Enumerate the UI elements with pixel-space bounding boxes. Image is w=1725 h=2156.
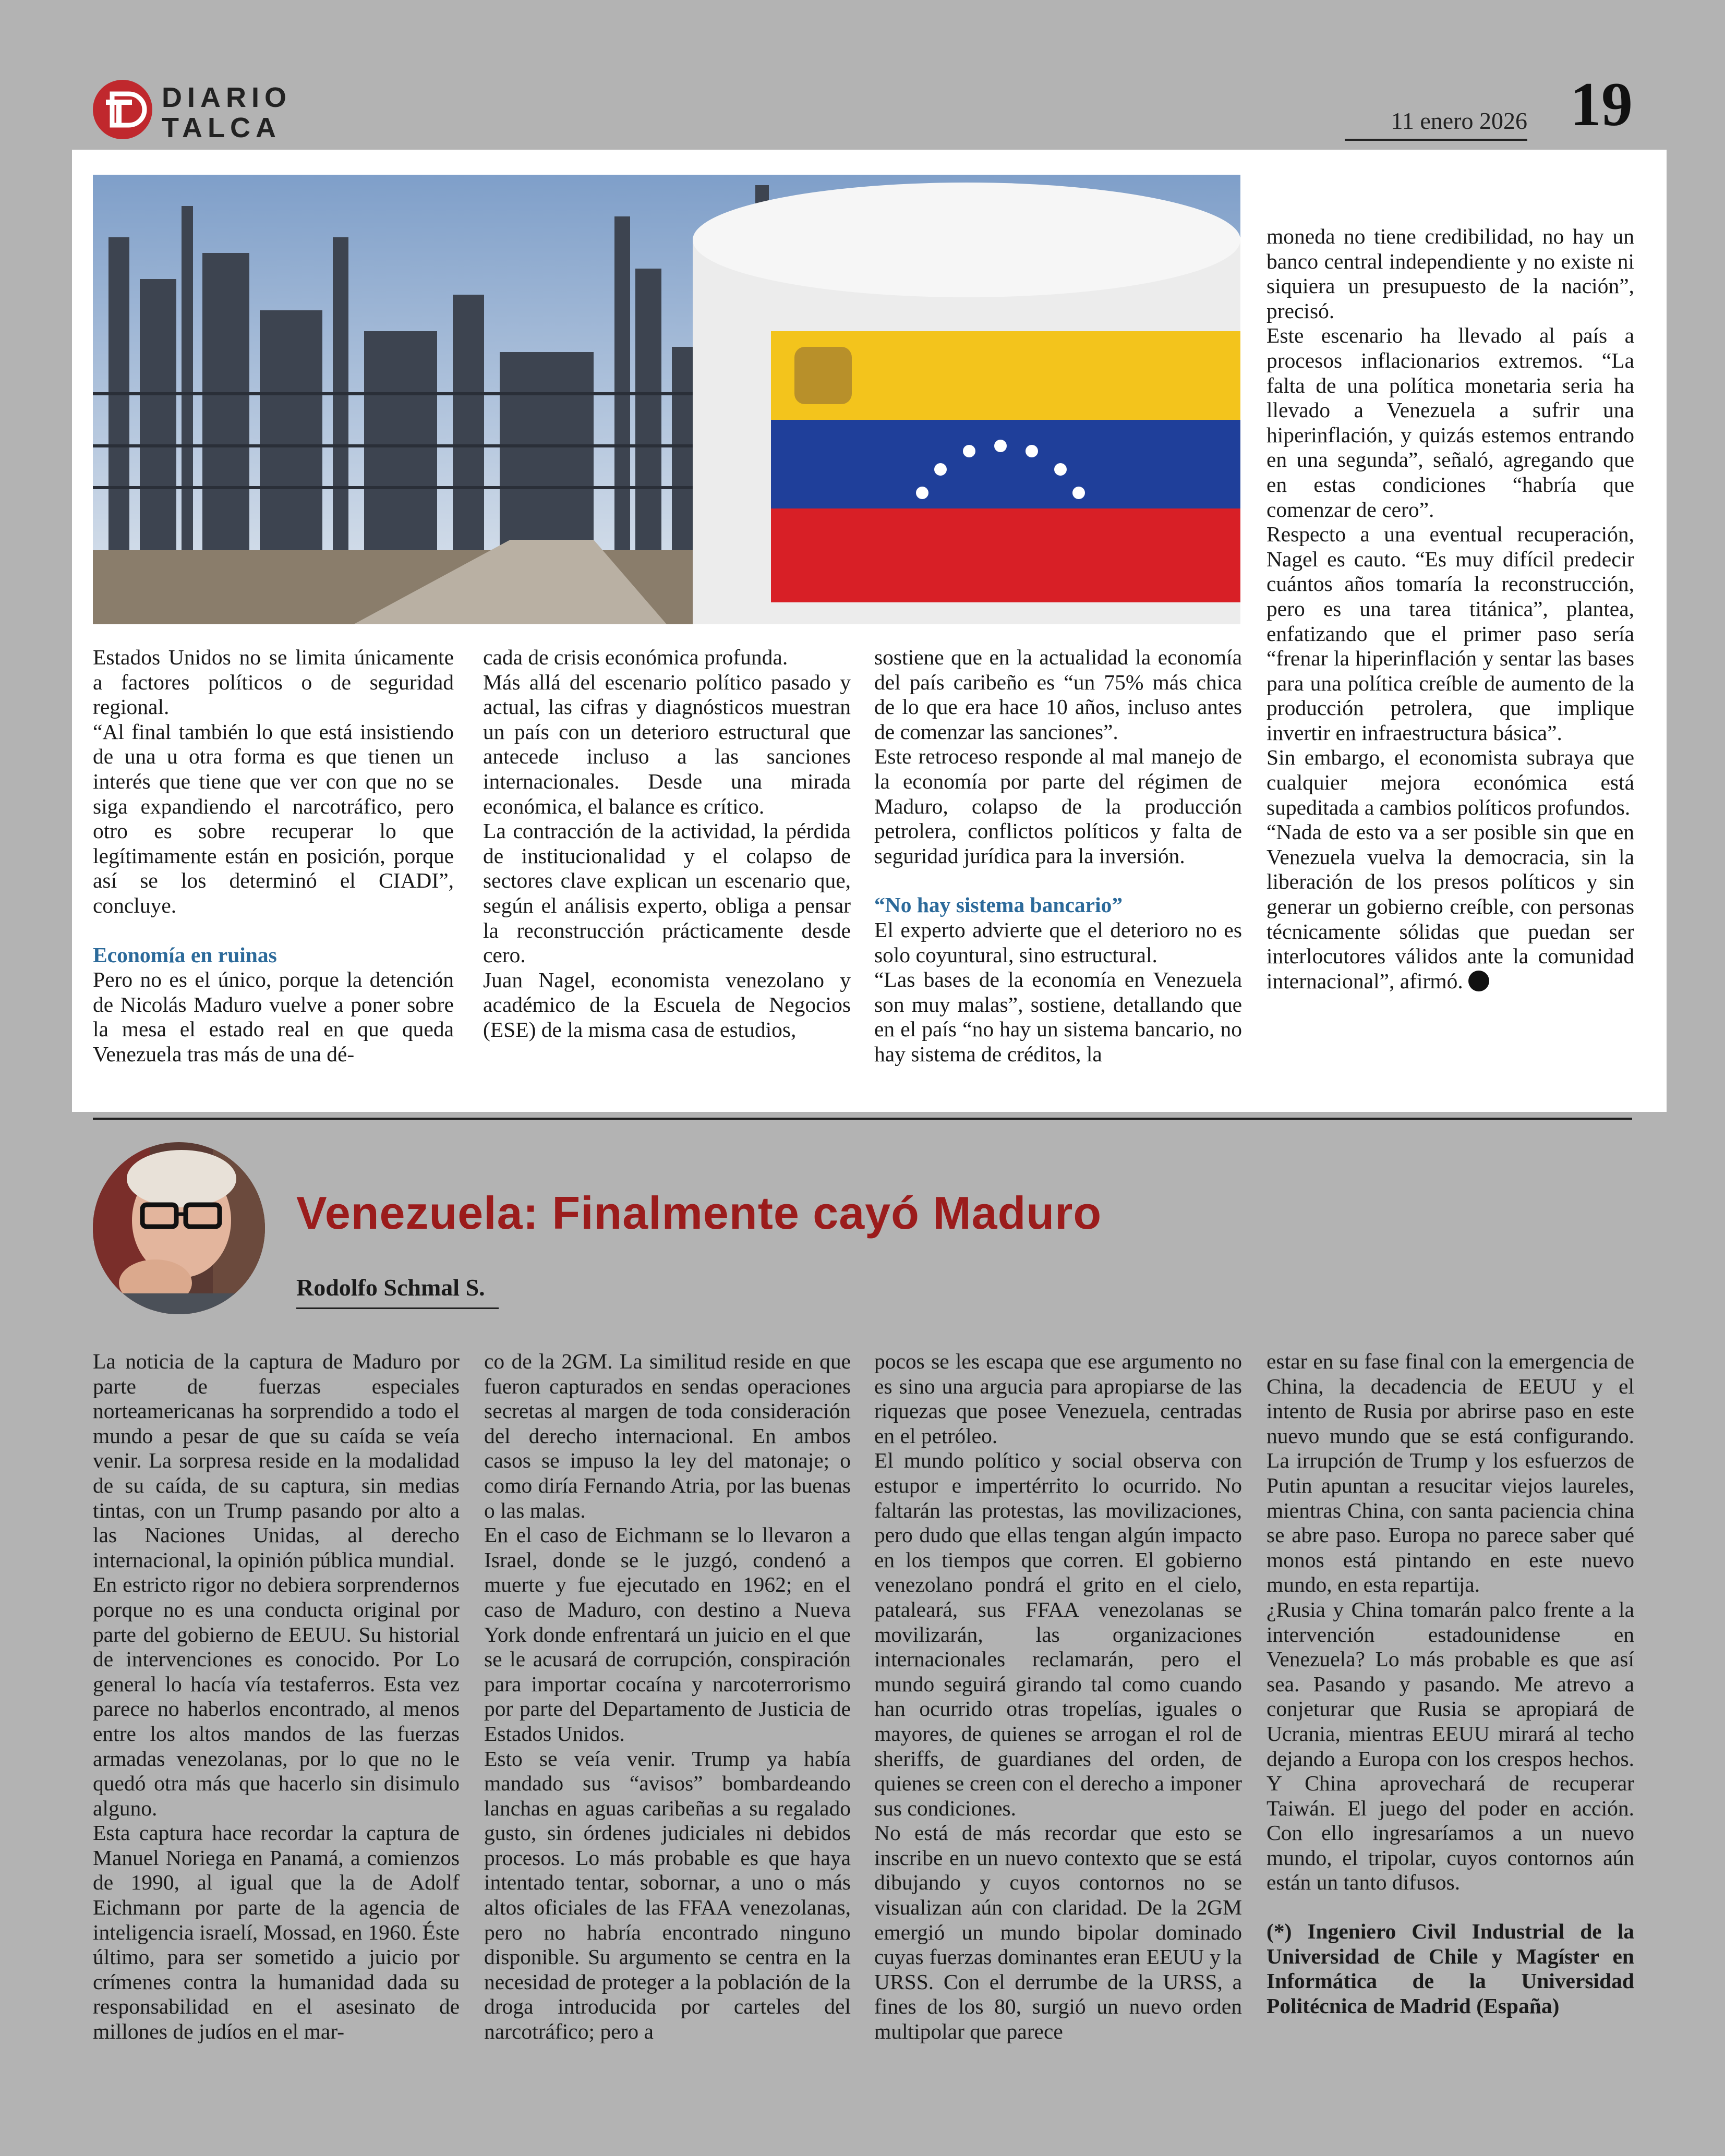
author-portrait-photo: [93, 1142, 265, 1314]
paragraph: “Al final también lo que está insistiendo de una u otra forma es que tienen un interés que tiene que ver con que no se siga expandiendo el narcotráfico, pero otro es sobre recuperar lo que legítimamente están en posición, porque así se los determinó el CIADI”, concluye.: [93, 719, 454, 917]
paragraph: moneda no tiene credibilidad, no hay un banco central independiente y no existe ni siquiera un presupuesto de la nación”, precisó.: [1266, 224, 1634, 323]
paragraph: La noticia de la captura de Maduro por parte de fuerzas especiales norteamericanas ha sorprendido a todo el mundo a pesar de que su caída se veía venir. La sorpresa reside en la modalidad de su caída, de su captura, sin medias tintas, con un Trump pasando por alto a las Naciones Unidas, al derecho internacional, la opinión pública mundial.: [93, 1349, 460, 1572]
paragraph: Esta captura hace recordar la captura de Manuel Noriega en Panamá, a comienzos de 1990, al igual que la de Adolf Eichmann por parte de la agencia de inteligencia israelí, Mossad, en 1960. Éste último, para ser sometido a juicio por crímenes contra la humanidad dada su responsabilidad en el asesinato de millones de judíos en el mar-: [93, 1821, 460, 2044]
paragraph: “Las bases de la economía en Venezuela son muy malas”, sostiene, detallando que en el país “no hay un sistema bancario, no hay sistema de créditos, la: [874, 967, 1242, 1066]
masthead-logo: [162, 82, 292, 143]
author-bio: (*) Ingeniero Civil Industrial de la Universidad de Chile y Magíster en Informática de la Universidad Politécnica de Madrid (España): [1266, 1919, 1634, 2018]
end-of-article-bullet-icon: [1468, 971, 1489, 991]
paragraph: En estricto rigor no debiera sorprendernos porque no es una conducta original por parte del gobierno de EEUU. Su historial de intervenciones es conocido. Por Lo general lo hacía vía testaferros. Esta vez parece no haberlos encontrado, al menos entre los altos mandos de las fuerzas armadas venezolanas, por lo que no le quedó otra más que hacerlo sin disimulo alguno.: [93, 1572, 460, 1820]
paragraph: Esto se veía venir. Trump ya había mandado sus “avisos” bombardeando lanchas en aguas caribeñas a su regalado gusto, sin órdenes judiciales ni debidos procesos. Lo más probable es que haya intentado tentar, sobornar, a uno o más altos oficiales de las FFAA venezolanas, pero no habría encontrado ninguno disponible. Su argumento se centra en la necesidad de proteger a la población de la droga introducida por carteles del narcotráfico; pero a: [484, 1746, 851, 2044]
opinion-column-3: [874, 1349, 1242, 2044]
diario-talca-logo-icon: [91, 78, 154, 141]
paragraph: El experto advierte que el deterioro no es solo coyuntural, sino estructural.: [874, 917, 1242, 967]
top-article-column-4: [1266, 224, 1634, 994]
subhead-no-hay-sistema-bancario: “No hay sistema bancario”: [874, 893, 1123, 917]
author-byline: Rodolfo Schmal S.: [296, 1274, 499, 1309]
logo-line-talca: TALCA: [162, 112, 281, 143]
paragraph: No está de más recordar que esto se inscribe en un nuevo contexto que se está dibujando y cuyos contornos no se visualizan aún con claridad. De la 2GM emergió un mundo bipolar dominado cuyas fuerzas dominantes eran EEUU y la URSS. Con el derrumbe de la URSS, a fines de los 80, surgió un nuevo orden multipolar que parece: [874, 1821, 1242, 2044]
page-number: 19: [1570, 69, 1633, 139]
paragraph: ¿Rusia y China tomarán palco frente a la intervención estadounidense en Venezuela? Lo más probable es que así sea. Pasando y pasando. Me atrevo a conjeturar que Rusia se apropiará de Ucrania, mientras EEUU mirará al techo dejando a Europa con los crespos hechos. Y China aprovechará de recuperar Taiwán. El juego del poder en acción. Con ello ingresaríamos a un nuevo mundo, el tripolar, cuyos contornos aún están un tanto difusos.: [1266, 1597, 1634, 1895]
paragraph: Juan Nagel, economista venezolano y académico de la Escuela de Negocios (ESE) de la misma casa de estudios,: [483, 967, 851, 1041]
paragraph: Sin embargo, el economista subraya que cualquier mejora económica está supeditada a cambios políticos profundos.: [1266, 745, 1634, 819]
paragraph: pocos se les escapa que ese argumento no es sino una argucia para apropiarse de las riquezas que posee Venezuela, centradas en el petróleo.: [874, 1349, 1242, 1448]
paragraph: estar en su fase final con la emergencia de China, la decadencia de EEUU y el intento de Rusia por abrirse paso en este nuevo mundo que se está configurando. La irrupción de Trump y los esfuerzos de Putin apuntan a resucitar viejos laureles, mientras China, con santa paciencia china se abre paso. Europa no parece saber qué monos está pintando en este nuevo mundo, en esta repartija.: [1266, 1349, 1634, 1597]
paragraph: La contracción de la actividad, la pérdida de institucionalidad y el colapso de sectores clave explican un escenario que, según el análisis experto, obliga a pensar la reconstrucción prácticamente desde cero.: [483, 819, 851, 967]
top-article-column-1: [93, 645, 454, 1067]
paragraph: sostiene que en la actualidad la economía del país caribeño es “un 75% más chica de lo que era hace 10 años, incluso antes de comenzar las sanciones”.: [874, 645, 1242, 744]
paragraph: Respecto a una eventual recuperación, Nagel es cauto. “Es muy difícil predecir cuántos años tomaría la reconstrucción, pero es una tarea titánica”, plantea, enfatizando que el primer paso sería “frenar la hiperinflación y sentar las bases para una política creíble de aumento de la producción petrolera, que implique invertir en infraestructura básica”.: [1266, 522, 1634, 745]
subhead-economia-en-ruinas: Economía en ruinas: [93, 942, 277, 967]
paragraph: Este retroceso responde al mal manejo de la economía por parte del régimen de Maduro, colapso de la producción petrolera, conflictos políticos y falta de seguridad jurídica para la inversión.: [874, 744, 1242, 868]
section-divider: [93, 1118, 1632, 1120]
opinion-column-2: [484, 1349, 851, 2044]
refinery-with-venezuelan-flag-photo: [93, 175, 1240, 624]
paragraph: co de la 2GM. La similitud reside en que fueron capturados en sendas operaciones secretas al margen de toda consideración del derecho internacional. En ambos casos se impuso la ley del matonaje; o como diría Fernando Atria, por las buenas o las malas.: [484, 1349, 851, 1522]
paragraph: En el caso de Eichmann se lo llevaron a Israel, donde se le juzgó, condenó a muerte y fue ejecutado en 1962; en el caso de Maduro, con destino a Nueva York donde enfrentará un juicio en el que se le acusará de corrupción, conspiración para importar cocaína y narcoterrorismo por parte del Departamento de Justicia de Estados Unidos.: [484, 1523, 851, 1746]
top-article-column-2: [483, 645, 851, 1043]
paragraph-text: “Nada de esto va a ser posible sin que en Venezuela vuelva la democracia, sin la liberación de los presos políticos y sin generar un gobierno creíble, con personas técnicamente sólidas que puedan ser interlocutores válidos ante la comunidad internacional”, afirmó.: [1266, 820, 1634, 993]
paragraph: Estados Unidos no se limita únicamente a factores políticos o de seguridad regional.: [93, 645, 454, 719]
paragraph: Pero no es el único, porque la detención de Nicolás Maduro vuelve a poner sobre la mesa el estado real en que queda Venezuela tras más de una dé-: [93, 967, 454, 1066]
paragraph: Este escenario ha llevado al país a procesos inflacionarios extremos. “La falta de una política monetaria seria ha llevado a Venezuela a sufrir una hiperinflación, y quizás estemos entrando en una segunda”, señaló, agregando que en estas condiciones “habría que comenzar de cero”.: [1266, 323, 1634, 522]
opinion-column-4: [1266, 1349, 1634, 2018]
opinion-headline: Venezuela: Finalmente cayó Maduro: [296, 1187, 1102, 1239]
issue-date: 11 enero 2026: [1345, 107, 1527, 141]
paragraph: cada de crisis económica profunda.: [483, 645, 788, 669]
paragraph: El mundo político y social observa con estupor e impertérrito lo ocurrido. No faltarán las protestas, las movilizaciones, pero dudo que ellas tengan algún impacto en los tiempos que corren. El gobierno venezolano pondrá el grito en el cielo, pataleará, sus FFAA venezolanas se movilizarán, las organizaciones internacionales reclamarán, pero el mundo seguirá girando tal como cuando han ocurrido otras tropelías, iguales o mayores, de quienes se arrogan el rol de sheriffs, de guardianes del orden, de quienes se creen con el derecho a imponer sus condiciones.: [874, 1448, 1242, 1820]
opinion-column-1: [93, 1349, 460, 2044]
top-article-column-3: [874, 645, 1242, 1067]
logo-line-diario: DIARIO: [162, 82, 292, 113]
paragraph: [1266, 820, 1634, 994]
paragraph: Más allá del escenario político pasado y actual, las cifras y diagnósticos muestran un país con un deterioro estructural que antecede incluso a las sanciones internacionales. Desde una mirada económica, el balance es crítico.: [483, 670, 851, 818]
